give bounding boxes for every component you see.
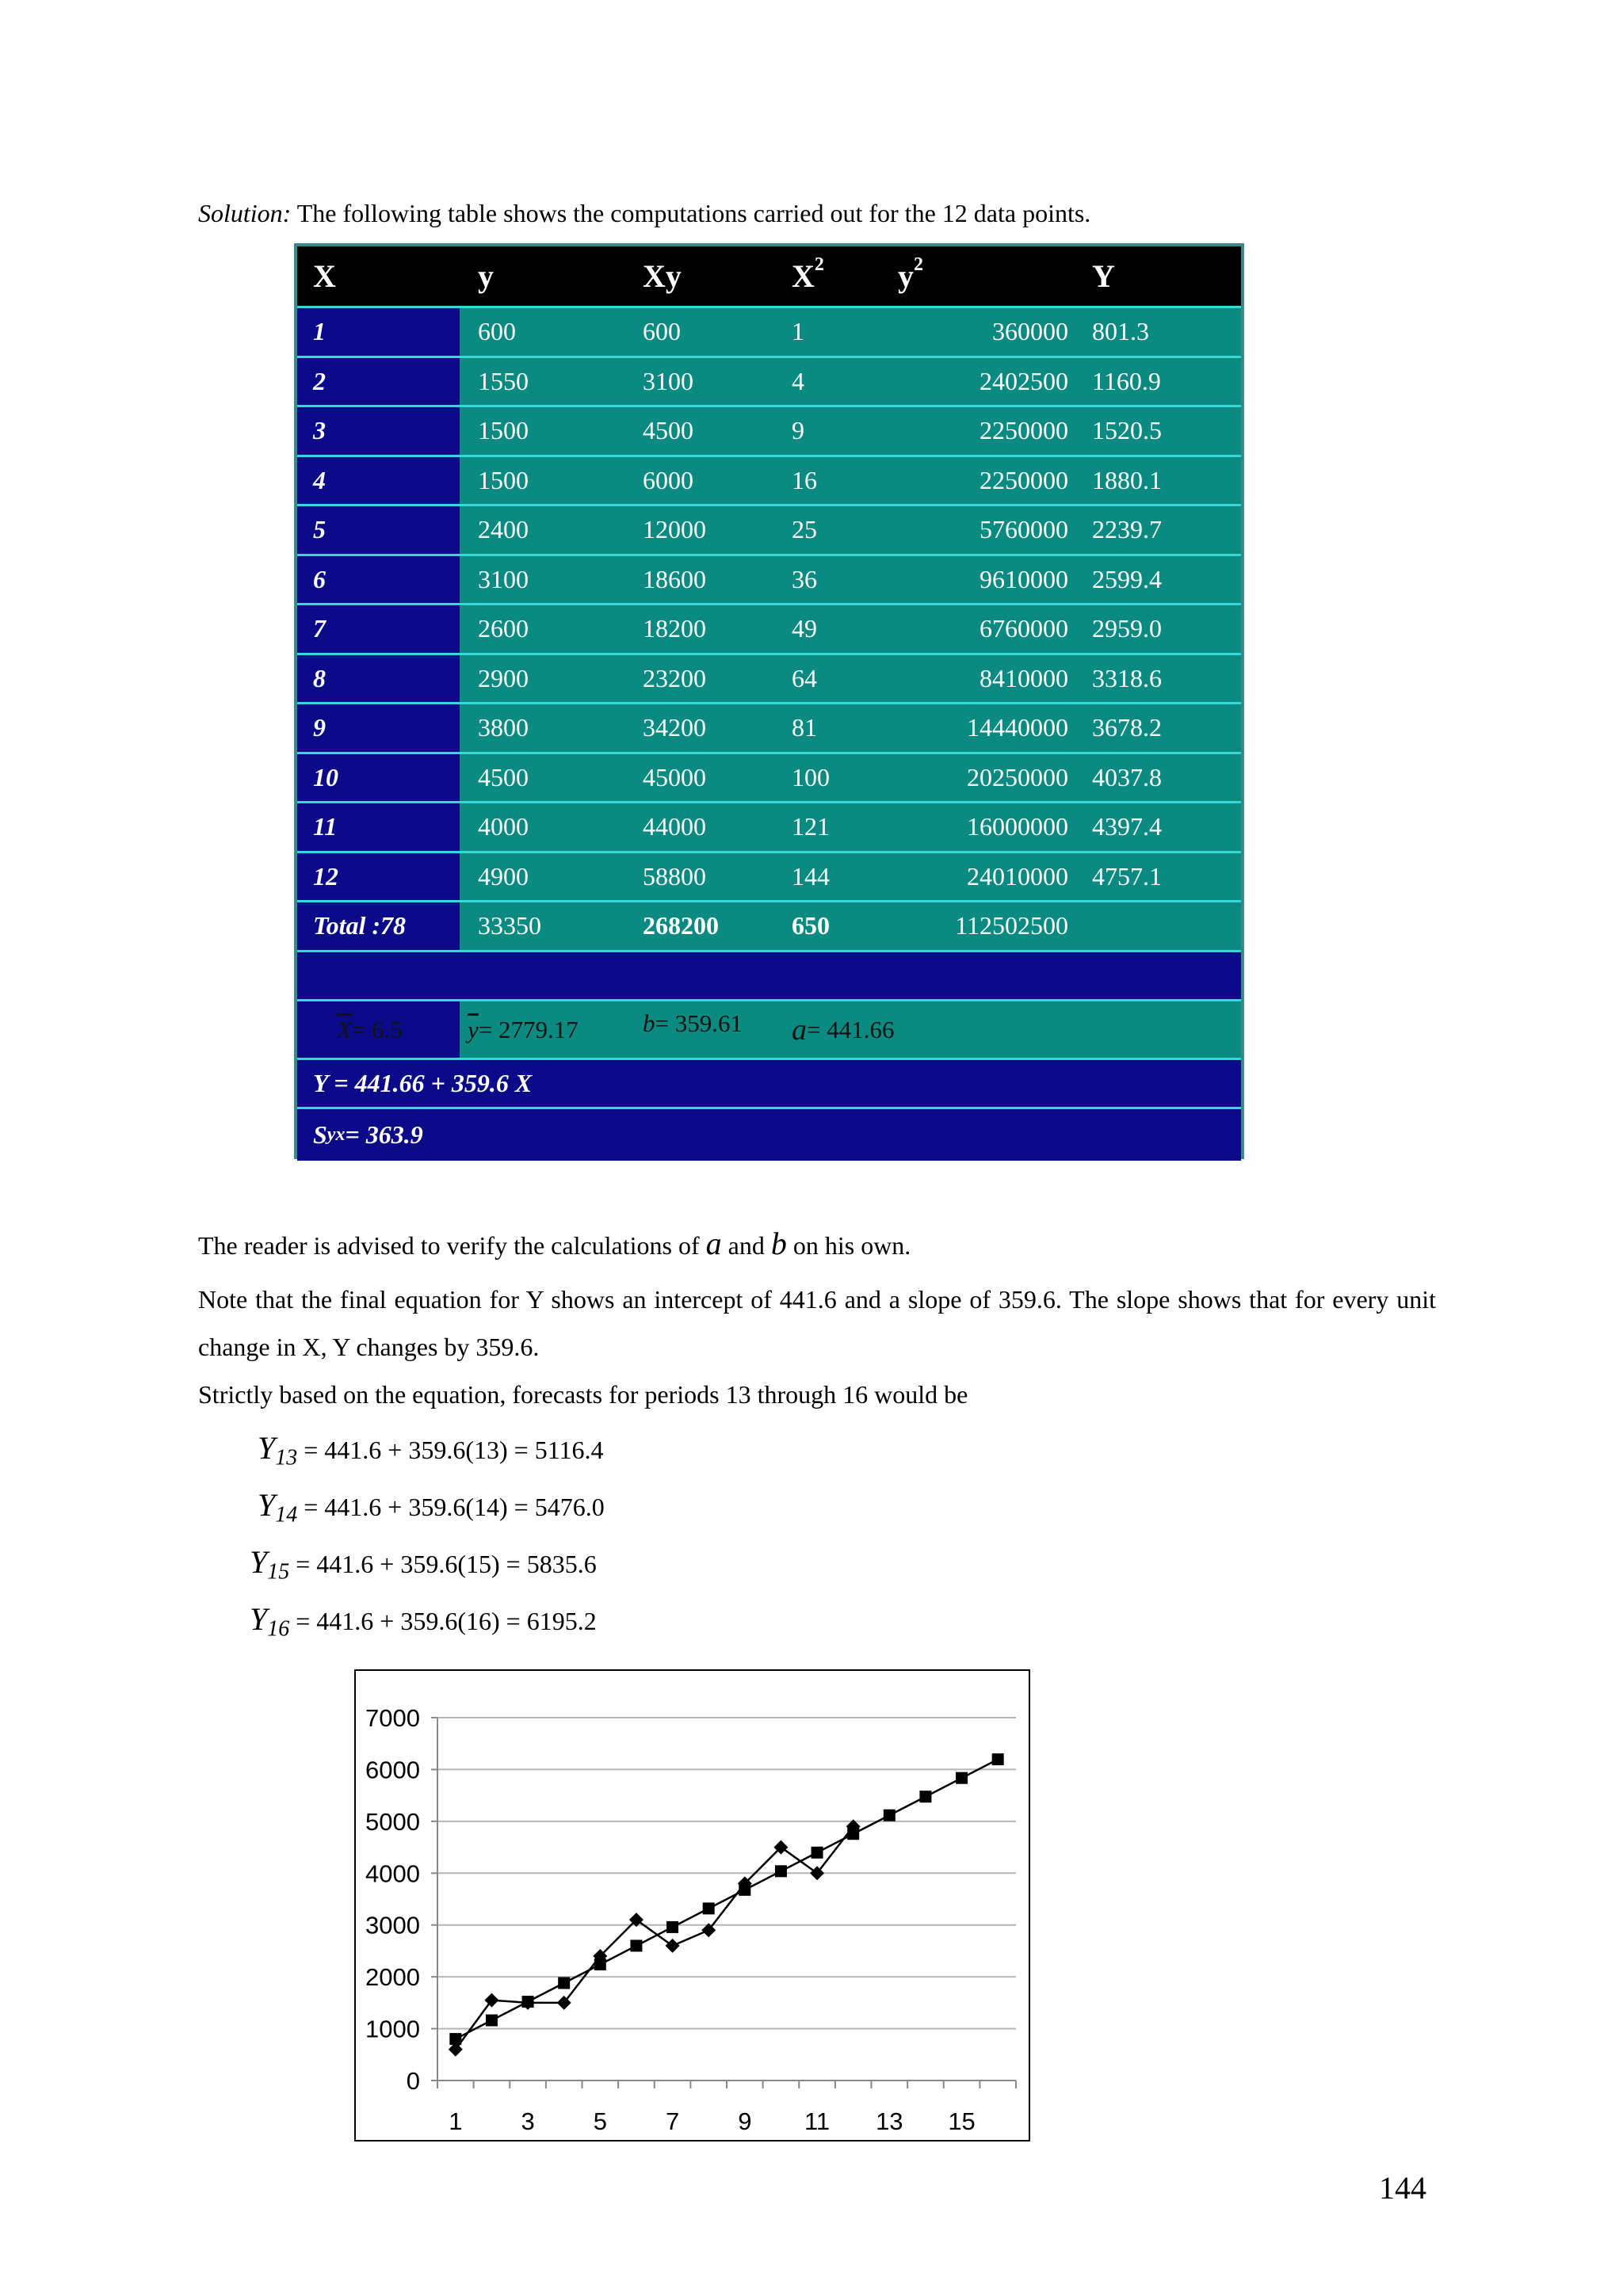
table-row bbox=[297, 506, 1241, 556]
paragraph-verify: The reader is advised to verify the calculations of a and b on his own. bbox=[198, 1226, 911, 1261]
y-tick-label: 5000 bbox=[365, 1807, 420, 1836]
row-y: 3800 bbox=[478, 713, 529, 742]
forecast-16: $Y_{16} = 441.6 + 359.6(16) = 6195.2$ bbox=[250, 1601, 597, 1642]
row-y-forecast: 2599.4 bbox=[1092, 564, 1162, 593]
x-tick-label: 1 bbox=[449, 2107, 463, 2135]
row-xy: 3100 bbox=[643, 366, 693, 395]
table-row bbox=[297, 853, 1241, 903]
series-line-diamond bbox=[456, 1826, 854, 2049]
row-xy: 18200 bbox=[643, 614, 706, 643]
row-y: 3100 bbox=[478, 564, 529, 593]
row-y: 4500 bbox=[478, 762, 529, 791]
row-index: 6 bbox=[313, 564, 326, 593]
row-y: 2400 bbox=[478, 515, 529, 544]
row-index: 4 bbox=[313, 465, 326, 494]
row-x-squared: 4 bbox=[792, 366, 804, 395]
table-row bbox=[297, 457, 1241, 507]
table-row bbox=[297, 704, 1241, 754]
x-tick-label: 13 bbox=[876, 2107, 903, 2135]
intercept-a: a = 441.66 bbox=[792, 1013, 895, 1047]
y-tick-label: 2000 bbox=[365, 1963, 420, 1992]
y-tick-label: 4000 bbox=[365, 1859, 420, 1888]
regression-equation: Y = 441.66 + 359.6 X bbox=[313, 1069, 533, 1097]
table-row bbox=[297, 605, 1241, 655]
table-total-row bbox=[297, 902, 1241, 952]
row-index: 2 bbox=[313, 366, 326, 395]
square-point bbox=[449, 2033, 461, 2045]
row-x-squared: 121 bbox=[792, 812, 830, 841]
solution-label: Solution: bbox=[198, 199, 292, 227]
row-xy: 34200 bbox=[643, 713, 706, 742]
row-y-forecast: 4757.1 bbox=[1092, 861, 1162, 891]
row-y-squared: 2402500 bbox=[980, 366, 1068, 395]
diamond-point bbox=[484, 1993, 498, 2008]
row-y-squared: 8410000 bbox=[980, 663, 1068, 692]
row-y-forecast: 2959.0 bbox=[1092, 614, 1162, 643]
row-index: 3 bbox=[313, 416, 326, 445]
x-tick-label: 15 bbox=[948, 2107, 976, 2135]
total-x-squared: 650 bbox=[792, 911, 830, 940]
row-y: 4000 bbox=[478, 812, 529, 841]
row-y-forecast: 4037.8 bbox=[1092, 762, 1162, 791]
row-y: 2900 bbox=[478, 663, 529, 692]
total-label: Total :78 bbox=[313, 911, 407, 940]
square-point bbox=[630, 1939, 642, 1951]
row-index: 7 bbox=[313, 614, 326, 643]
table-row bbox=[297, 655, 1241, 705]
row-x-squared: 9 bbox=[792, 416, 804, 445]
square-point bbox=[919, 1791, 931, 1802]
forecast-14: $Y_{14} = 441.6 + 359.6(14) = 5476.0$ bbox=[258, 1487, 605, 1527]
square-point bbox=[594, 1958, 606, 1970]
square-point bbox=[666, 1921, 678, 1933]
intro-line bbox=[198, 194, 1434, 232]
row-x-squared: 49 bbox=[792, 614, 817, 643]
row-y-forecast: 3318.6 bbox=[1092, 663, 1162, 692]
square-point bbox=[775, 1865, 787, 1877]
x-mean: $\overline{X}$ = 6.5 bbox=[337, 1015, 403, 1043]
row-y-squared: 5760000 bbox=[980, 515, 1068, 544]
square-point bbox=[956, 1772, 968, 1784]
row-y: 4900 bbox=[478, 861, 529, 891]
row-y-forecast: 4397.4 bbox=[1092, 812, 1162, 841]
row-y-forecast: 1520.5 bbox=[1092, 416, 1162, 445]
row-y-squared: 6760000 bbox=[980, 614, 1068, 643]
square-point bbox=[486, 2015, 498, 2027]
row-y: 600 bbox=[478, 317, 516, 346]
row-xy: 44000 bbox=[643, 812, 706, 841]
row-y-squared: 20250000 bbox=[967, 762, 1068, 791]
row-x-squared: 100 bbox=[792, 762, 830, 791]
row-y: 1500 bbox=[478, 465, 529, 494]
total-y-squared: 112502500 bbox=[955, 911, 1068, 940]
row-index: 1 bbox=[313, 317, 326, 346]
row-index: 11 bbox=[313, 812, 338, 841]
table-header bbox=[297, 246, 1241, 308]
row-y-squared: 14440000 bbox=[967, 713, 1068, 742]
row-xy: 6000 bbox=[643, 465, 693, 494]
intro-text: The following table shows the computations carried out for the 12 data points. bbox=[291, 199, 1091, 227]
header-y: y bbox=[478, 258, 494, 294]
row-y-forecast: 3678.2 bbox=[1092, 713, 1162, 742]
header-x-squared: X $^2$ bbox=[792, 254, 824, 294]
x-tick-label: 9 bbox=[738, 2107, 752, 2135]
row-y-forecast: 801.3 bbox=[1092, 317, 1149, 346]
forecast-chart bbox=[354, 1669, 1030, 2142]
table-row bbox=[297, 308, 1241, 358]
row-y-forecast: 2239.7 bbox=[1092, 515, 1162, 544]
square-point bbox=[812, 1847, 823, 1859]
total-xy: 268200 bbox=[643, 911, 719, 940]
y-tick-label: 7000 bbox=[365, 1704, 420, 1732]
square-point bbox=[884, 1810, 896, 1821]
row-xy: 600 bbox=[643, 317, 681, 346]
row-x-squared: 81 bbox=[792, 713, 817, 742]
diamond-point bbox=[666, 1939, 680, 1953]
y-tick-label: 1000 bbox=[365, 2015, 420, 2043]
row-y-squared: 9610000 bbox=[980, 564, 1068, 593]
row-y: 1500 bbox=[478, 416, 529, 445]
y-tick-label: 0 bbox=[406, 2067, 420, 2095]
table-stats-row bbox=[297, 1001, 1241, 1060]
chart-svg bbox=[356, 1671, 1029, 2140]
table-row bbox=[297, 803, 1241, 853]
square-point bbox=[739, 1884, 750, 1896]
slope-b: b = 359.61 bbox=[643, 1009, 743, 1037]
row-xy: 18600 bbox=[643, 564, 706, 593]
row-x-squared: 36 bbox=[792, 564, 817, 593]
header-y-squared: y $^2$ bbox=[898, 254, 923, 294]
row-index: 9 bbox=[313, 713, 326, 742]
row-index: 12 bbox=[313, 861, 338, 891]
table-row bbox=[297, 407, 1241, 457]
row-y: 2600 bbox=[478, 614, 529, 643]
square-point bbox=[847, 1828, 859, 1840]
x-tick-label: 3 bbox=[521, 2107, 535, 2135]
table-row bbox=[297, 556, 1241, 606]
header-x: X bbox=[313, 258, 336, 294]
row-y-squared: 16000000 bbox=[967, 812, 1068, 841]
total-y: 33350 bbox=[478, 911, 541, 940]
forecast-15: $Y_{15} = 441.6 + 359.6(15) = 5835.6$ bbox=[250, 1544, 597, 1585]
row-xy: 12000 bbox=[643, 515, 706, 544]
row-xy: 58800 bbox=[643, 861, 706, 891]
table-row bbox=[297, 754, 1241, 804]
row-x-squared: 25 bbox=[792, 515, 817, 544]
table-empty-row bbox=[297, 952, 1241, 1002]
row-y-forecast: 1160.9 bbox=[1092, 366, 1161, 395]
paragraph-forecasts: Strictly based on the equation, forecasts for periods 13 through 16 would be bbox=[198, 1380, 968, 1409]
table-row bbox=[297, 358, 1241, 408]
x-tick-label: 7 bbox=[665, 2107, 680, 2135]
paragraph-intercept-slope: Note that the final equation for Y shows an intercept of 441.6 and a slope of 359.6. The slope shows that for every unit change in X, Y changes by 359.6. bbox=[198, 1285, 1436, 1361]
row-index: 5 bbox=[313, 515, 326, 544]
y-tick-label: 3000 bbox=[365, 1911, 420, 1939]
square-point bbox=[992, 1753, 1004, 1765]
row-y-squared: 2250000 bbox=[980, 465, 1068, 494]
table-syx-row bbox=[297, 1109, 1241, 1161]
row-index: 8 bbox=[313, 663, 326, 692]
row-y-forecast: 1880.1 bbox=[1092, 465, 1162, 494]
x-tick-label: 11 bbox=[804, 2107, 831, 2135]
row-xy: 45000 bbox=[643, 762, 706, 791]
header-xy: Xy bbox=[643, 258, 682, 294]
square-point bbox=[703, 1902, 715, 1914]
row-xy: 4500 bbox=[643, 416, 693, 445]
header-y-forecast: Y bbox=[1092, 258, 1115, 294]
row-y-squared: 360000 bbox=[992, 317, 1068, 346]
forecast-13: $Y_{13} = 441.6 + 359.6(13) = 5116.4$ bbox=[258, 1430, 604, 1470]
row-x-squared: 144 bbox=[792, 861, 830, 891]
y-tick-label: 6000 bbox=[365, 1756, 420, 1784]
row-y: 1550 bbox=[478, 366, 529, 395]
series-line-square bbox=[456, 1760, 998, 2039]
y-mean: $\overline{y}$ = 2779.17 bbox=[468, 1015, 579, 1043]
page-number: 144 bbox=[1379, 2170, 1426, 2206]
row-x-squared: 64 bbox=[792, 663, 817, 692]
table-equation-row bbox=[297, 1060, 1241, 1109]
computation-table bbox=[294, 243, 1244, 1159]
row-xy: 23200 bbox=[643, 663, 706, 692]
square-point bbox=[522, 1996, 534, 2008]
row-x-squared: 16 bbox=[792, 465, 817, 494]
standard-error: S yx = 363.9 bbox=[313, 1120, 423, 1149]
row-x-squared: 1 bbox=[792, 317, 804, 346]
row-y-squared: 2250000 bbox=[980, 416, 1068, 445]
square-point bbox=[558, 1977, 570, 1989]
row-index: 10 bbox=[313, 762, 338, 791]
x-tick-label: 5 bbox=[593, 2107, 607, 2135]
row-y-squared: 24010000 bbox=[967, 861, 1068, 891]
